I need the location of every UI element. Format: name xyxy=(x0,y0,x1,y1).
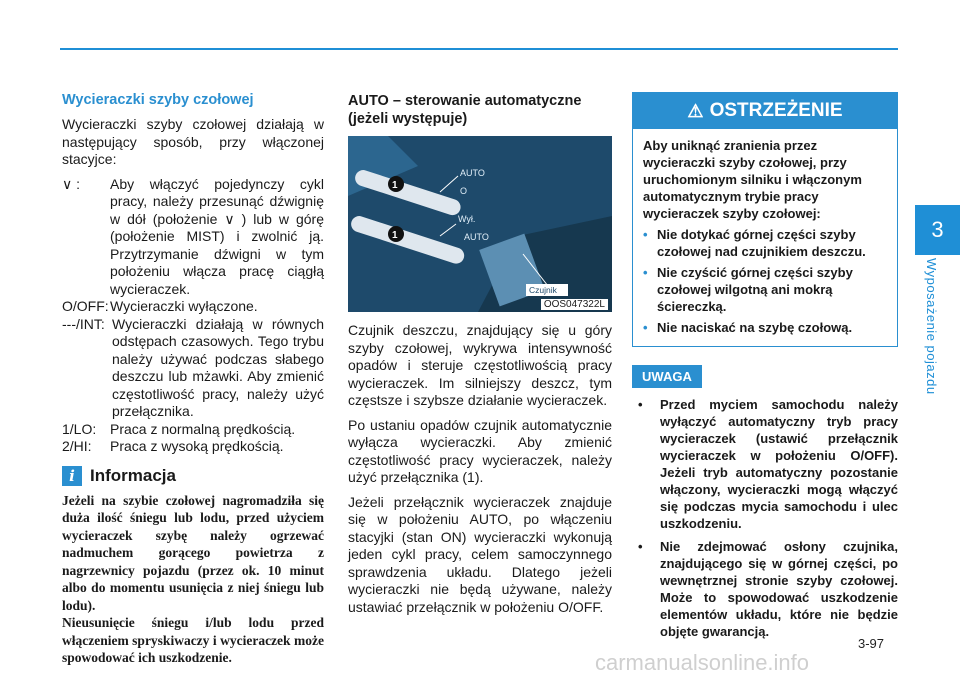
warning-title: OSTRZEŻENIE xyxy=(709,100,843,121)
label-auto: AUTO xyxy=(460,168,485,178)
wipers-intro: Wycieraczki szyby czołowej działają w następujący sposób, przy włączonej stacyjce: xyxy=(62,116,324,167)
column-middle xyxy=(348,92,612,623)
label-o: O xyxy=(460,186,468,196)
def-key: 2/HI: xyxy=(62,438,92,454)
label-wyl: Wył. xyxy=(458,214,476,224)
def-value: Praca z normalną prędkością. xyxy=(110,420,296,437)
label-czujnik: Czujnik xyxy=(529,285,557,295)
def-key: O/OFF: xyxy=(62,298,109,314)
def-row-mist xyxy=(62,176,324,299)
def-value: Wycieraczki działają w równych odstępach czasowych. Tego trybu należy używać podczas słabego deszczu lub mżawki. Aby zmienić częstotliwość pracy, należy użyć przełącznika. xyxy=(112,315,324,419)
def-key: 1/LO: xyxy=(62,420,97,437)
def-value: Aby włączyć pojedynczy cykl pracy, należy przesunąć dźwignię w dół (położenie ∨ ) lub w górę (położenie MIST) i zwolnić ją. Przytrzymanie dźwigni w tym położeniu włącza pracę ciągłą wycieraczek. xyxy=(110,175,324,297)
def-row-lo xyxy=(62,421,324,439)
warning-header xyxy=(633,93,897,129)
page-number: 3-97 xyxy=(858,636,885,651)
warning-body xyxy=(633,129,897,346)
warning-box xyxy=(632,92,898,347)
warning-triangle-icon: ⚠ xyxy=(687,100,704,121)
def-row-int xyxy=(62,316,324,421)
info-header xyxy=(62,466,324,486)
info-text: Jeżeli na szybie czołowej nagromadziła się duża ilość śniegu lub lodu, przed użyciem wycieraczek szybę należy ogrzewać nadmuchem gorącego powietrza z nagrzewnicy pojazdu (przez ok. 10 minut albo do momentu usunięcia z niej śniegu lub lodu). xyxy=(62,492,324,613)
note-item: • Nie zdejmować osłony czujnika, znajdującego się w górnej części, po wewnętrznej stronie szyby czołowej. Może to spowodować uszkodzenie elementów układu, które nie będzie objęte gwarancją. xyxy=(638,539,898,639)
chapter-tab[interactable]: 3 xyxy=(915,205,960,255)
badge-1: 1 xyxy=(392,180,398,191)
def-key: ∨ : xyxy=(62,175,81,192)
def-row-hi xyxy=(62,438,324,456)
wiper-switch-figure xyxy=(348,136,612,312)
warning-item: • Nie dotykać górnej części szyby czołowej nad czujnikiem deszczu. xyxy=(643,227,866,259)
column-left xyxy=(62,92,324,667)
def-key: ---/INT: xyxy=(62,315,105,332)
warning-item: • Nie czyścić górnej części szyby czołowej wilgotną ani mokrą ściereczką. xyxy=(643,265,853,314)
info-title: Informacja xyxy=(90,465,176,485)
wiper-lever-illustration xyxy=(348,136,612,312)
label-auto-2: AUTO xyxy=(464,232,489,242)
auto-paragraph-2: Po ustaniu opadów czujnik automatycznie wyłącza wycieraczki. Aby zmienić częstotliwość pracy wycieraczek, należy użyć przełącznika (1). xyxy=(348,416,612,485)
note-badge: UWAGA xyxy=(632,365,702,388)
info-icon: i xyxy=(62,466,82,486)
auto-paragraph-3: Jeżeli przełącznik wycieraczek znajduje się w położeniu AUTO, po włączeniu stacyjki (stan ON) wycieraczki wykonują jeden cykl pracy, celem samoczynnego sprawdzenia układu. Dlatego jeżeli wycieraczki nie będą używane, należy ustawiać przełącznik w położeniu O/OFF. xyxy=(348,493,612,615)
figure-code: OOS047322L xyxy=(541,299,608,310)
chapter-label: Wyposażenie pojazdu xyxy=(924,258,939,395)
section-title-auto: AUTO – sterowanie automatyczne (jeżeli występuje) xyxy=(348,93,582,127)
column-right xyxy=(632,92,898,646)
def-row-off xyxy=(62,298,324,316)
section-title-wipers: Wycieraczki szyby czołowej xyxy=(62,92,254,108)
watermark: carmanualsonline.info xyxy=(595,650,810,675)
badge-1b: 1 xyxy=(392,230,398,241)
top-rule xyxy=(60,48,898,50)
def-value: Wycieraczki wyłączone. xyxy=(110,298,258,314)
warning-item: • Nie naciskać na szybę czołową. xyxy=(643,320,853,335)
warning-intro: Aby uniknąć zranienia przez wycieraczki szyby czołowej, przy uruchomionym silniku i włączonym automatycznym trybie pracy wycieraczek szyby czołowej: xyxy=(643,138,862,221)
def-value: Praca z wysoką prędkością. xyxy=(110,438,284,454)
info-text: Nieusunięcie śniegu i/lub lodu przed włączeniem spryskiwaczy i wycieraczek może spowodować ich uszkodzenie. xyxy=(62,615,324,665)
auto-paragraph-1: Czujnik deszczu, znajdujący się u góry szyby czołowej, wykrywa intensywność opadów i steruje częstotliwością pracy wycieraczek. Im silniejszy deszcz, tym częstsze i szybsze działanie wycieraczek. xyxy=(348,322,612,408)
note-item: • Przed myciem samochodu należy wyłączyć automatyczny tryb pracy wycieraczek (ustawić przełącznik wycieraczek w położeniu O/OFF). Jeżeli tryb automatyczny pozostanie włączony, wycieraczki mogą włączyć się podczas mycia samochodu i ulec uszkodzeniu. xyxy=(638,397,898,531)
